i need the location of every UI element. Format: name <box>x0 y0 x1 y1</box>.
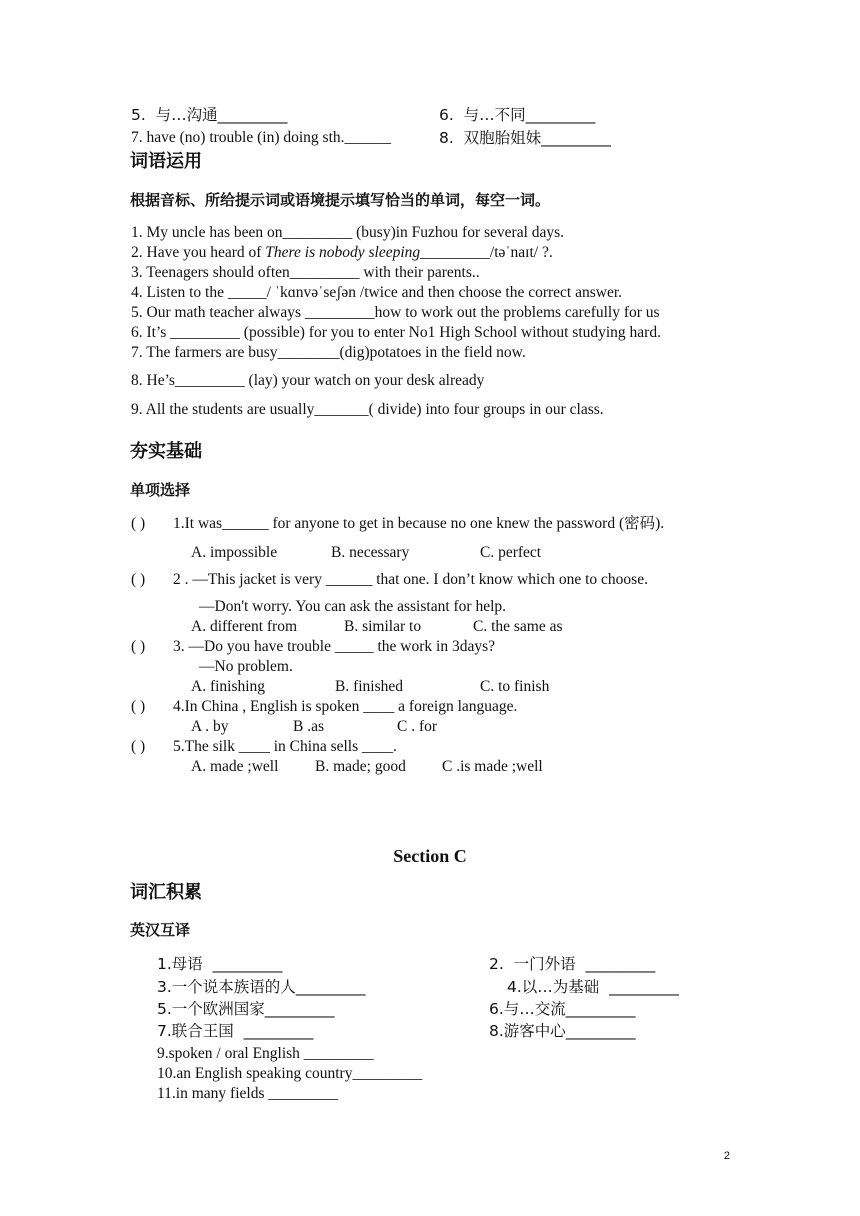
word-use-item-6: 6. It’s _________ (possible) for you to enter No1 High School without studying hard. <box>131 324 661 341</box>
q1-option-a: A. impossible <box>191 544 278 561</box>
translate-item-10: 10.an English speaking country_________ <box>157 1065 423 1082</box>
translate-item-6: 6.与…交流_________ <box>489 1000 636 1018</box>
translate-item-7: 7.联合王国 _________ <box>157 1022 314 1040</box>
translate-item-3: 3.一个说本族语的人_________ <box>157 978 366 996</box>
answer-blank-q3: ( ) <box>131 638 146 655</box>
subtitle-single-choice: 单项选择 <box>130 481 191 499</box>
subtitle-translation: 英汉互译 <box>130 921 191 939</box>
q4-option-a: A . by <box>191 718 229 735</box>
q3-option-b: B. finished <box>335 678 404 695</box>
question-5: 5.The silk ____ in China sells ____. <box>173 738 397 755</box>
question-2-line-2: —Don't worry. You can ask the assistant for help. <box>199 598 507 615</box>
q4-option-b: B .as <box>293 718 324 735</box>
section-title-basics: 夯实基础 <box>130 441 202 462</box>
q1-option-b: B. necessary <box>331 544 410 561</box>
word-use-item-4: 4. Listen to the _____/ ˈkɑnvəˈseʃən /twice and then choose the correct answer. <box>131 284 623 301</box>
item-2-prefix: 2. Have you heard of <box>131 244 266 261</box>
question-3-line-2: —No problem. <box>199 658 293 675</box>
q2-option-b: B. similar to <box>344 618 422 635</box>
q5-option-c: C .is made ;well <box>442 758 543 775</box>
q5-option-b: B. made; good <box>315 758 406 775</box>
word-use-item-8: 8. He’s_________ (lay) your watch on your desk already <box>131 372 485 389</box>
q5-option-a: A. made ;well <box>191 758 279 775</box>
question-1: 1.It was______ for anyone to get in because no one knew the password (密码). <box>173 515 665 532</box>
word-use-item-1: 1. My uncle has been on_________ (busy)in Fuzhou for several days. <box>131 224 565 241</box>
page-number: 2 <box>723 1150 730 1162</box>
word-use-item-9: 9. All the students are usually_______( divide) into four groups in our class. <box>131 401 604 418</box>
translate-item-1: 1.母语 _________ <box>157 955 283 973</box>
q4-option-c: C . for <box>397 718 438 735</box>
translate-item-5: 5.一个欧洲国家_________ <box>157 1000 335 1018</box>
instruction-text: 根据音标、所给提示词或语境提示填写恰当的单词，每空一词。 <box>130 191 551 209</box>
item-8-twin-sisters: 8. 双胞胎姐妹_________ <box>439 129 611 147</box>
section-c-heading: Section C <box>393 846 467 866</box>
item-7-have-trouble: 7. have (no) trouble (in) doing sth.______ <box>131 129 392 146</box>
item-2-suffix: _________/təˈnaɪt/ ?. <box>420 244 553 261</box>
item-6-different: 6. 与…不同_________ <box>439 106 596 124</box>
answer-blank-q5: ( ) <box>131 738 146 755</box>
q3-option-a: A. finishing <box>191 678 266 695</box>
question-2: 2 . —This jacket is very ______ that one. I don’t know which one to choose. <box>173 571 648 588</box>
translate-item-4: 4.以…为基础 _________ <box>507 978 679 996</box>
answer-blank-q1: ( ) <box>131 515 146 532</box>
answer-blank-q2: ( ) <box>131 571 146 588</box>
section-title-vocabulary: 词汇积累 <box>130 882 202 903</box>
word-use-item-7: 7. The farmers are busy________(dig)potatoes in the field now. <box>131 344 526 361</box>
question-4: 4.In China , English is spoken ____ a foreign language. <box>173 698 518 715</box>
section-title-word-use: 词语运用 <box>130 151 202 172</box>
q1-option-c: C. perfect <box>480 544 542 561</box>
q3-option-c: C. to finish <box>480 678 550 695</box>
q2-option-a: A. different from <box>191 618 298 635</box>
translate-item-2: 2. 一门外语 _________ <box>489 955 656 973</box>
word-use-item-5: 5. Our math teacher always _________how to work out the problems carefully for us <box>131 304 660 321</box>
word-use-item-3: 3. Teenagers should often_________ with their parents.. <box>131 264 480 281</box>
translate-item-9: 9.spoken / oral English _________ <box>157 1045 374 1062</box>
item-2-italic-title: There is nobody sleeping <box>265 244 421 261</box>
item-5-communicate: 5. 与…沟通_________ <box>131 106 288 124</box>
word-use-item-2 <box>131 244 553 262</box>
translate-item-8: 8.游客中心_________ <box>489 1022 636 1040</box>
answer-blank-q4: ( ) <box>131 698 146 715</box>
translate-item-11: 11.in many fields _________ <box>157 1085 339 1102</box>
q2-option-c: C. the same as <box>473 618 563 635</box>
question-3: 3. —Do you have trouble _____ the work in 3days? <box>173 638 495 655</box>
